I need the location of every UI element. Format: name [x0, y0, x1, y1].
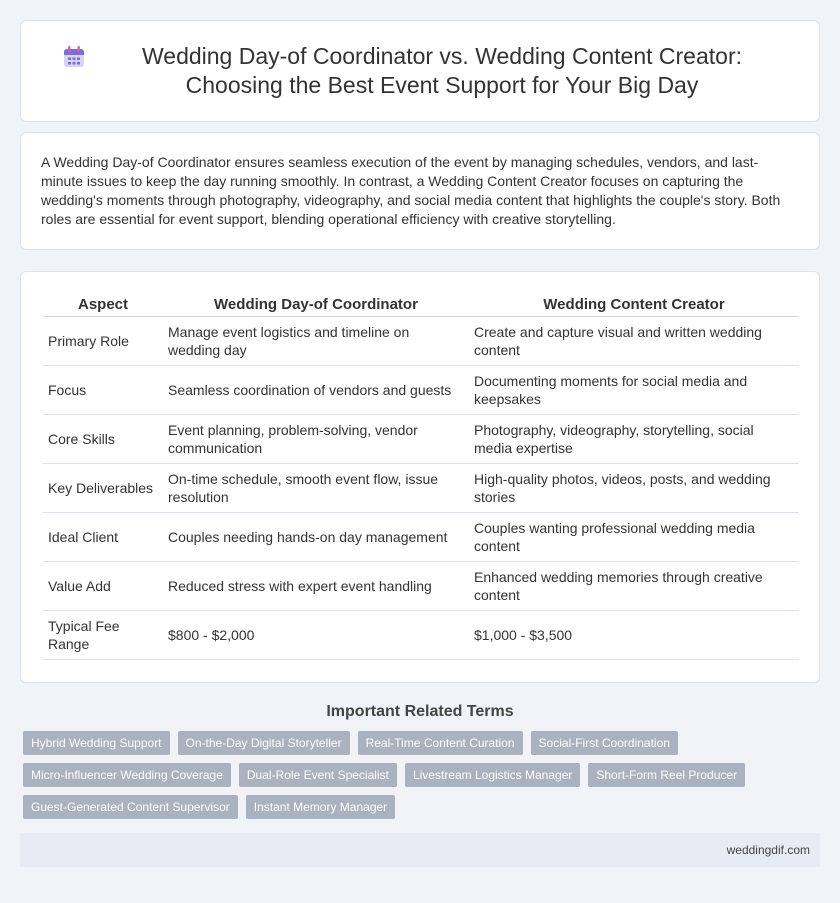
row-coordinator-cell: Event planning, problem-solving, vendor communication — [163, 415, 469, 464]
row-aspect: Value Add — [43, 562, 163, 611]
table-row — [43, 317, 799, 366]
related-term-tag[interactable]: Instant Memory Manager — [246, 795, 395, 819]
related-term-tag[interactable]: Livestream Logistics Manager — [405, 763, 580, 787]
row-coordinator-cell: Seamless coordination of vendors and guests — [163, 366, 469, 415]
title-card — [20, 20, 820, 122]
row-creator-cell: Couples wanting professional wedding media content — [469, 513, 799, 562]
row-aspect: Ideal Client — [43, 513, 163, 562]
row-creator-cell: Enhanced wedding memories through creative content — [469, 562, 799, 611]
calendar-icon — [61, 44, 87, 70]
related-term-tag[interactable]: Social-First Coordination — [531, 731, 678, 755]
table-row — [43, 611, 799, 660]
related-term-tag[interactable]: On-the-Day Digital Storyteller — [178, 731, 350, 755]
row-coordinator-cell: Manage event logistics and timeline on wedding day — [163, 317, 469, 366]
row-creator-cell: Photography, videography, storytelling, social media expertise — [469, 415, 799, 464]
intro-text: A Wedding Day-of Coordinator ensures seamless execution of the event by managing schedules, vendors, and last-minute issues to keep the day running smoothly. In contrast, a Wedding Content Creator focuses on capturing the wedding's moments through photography, videography, and social media content that highlights the couple's story. Both roles are essential for event support, blending operational efficiency with creative storytelling. — [41, 154, 781, 227]
table-row — [43, 562, 799, 611]
table-row — [43, 415, 799, 464]
related-term-tag[interactable]: Dual-Role Event Specialist — [239, 763, 397, 787]
related-term-tag[interactable]: Guest-Generated Content Supervisor — [23, 795, 238, 819]
related-terms-section — [0, 703, 840, 827]
row-creator-cell: Create and capture visual and written wedding content — [469, 317, 799, 366]
row-aspect: Primary Role — [43, 317, 163, 366]
related-term-tag[interactable]: Micro-Influencer Wedding Coverage — [23, 763, 231, 787]
row-creator-cell: $1,000 - $3,500 — [469, 611, 799, 660]
footer-site-link[interactable]: weddingdif.com — [726, 843, 810, 857]
column-header-coordinator: Wedding Day-of Coordinator — [163, 296, 469, 317]
row-aspect: Focus — [43, 366, 163, 415]
table-row — [43, 513, 799, 562]
comparison-table — [43, 296, 799, 660]
title-wrap — [61, 42, 779, 100]
row-aspect: Typical Fee Range — [43, 611, 163, 660]
column-header-aspect: Aspect — [43, 296, 163, 317]
related-terms-tags — [0, 731, 840, 827]
table-row — [43, 464, 799, 513]
column-header-creator: Wedding Content Creator — [469, 296, 799, 317]
intro-card — [20, 132, 820, 250]
related-terms-title: Important Related Terms — [326, 703, 514, 720]
row-creator-cell: High-quality photos, videos, posts, and wedding stories — [469, 464, 799, 513]
related-term-tag[interactable]: Hybrid Wedding Support — [23, 731, 170, 755]
row-coordinator-cell: Couples needing hands-on day management — [163, 513, 469, 562]
comparison-table-card — [20, 271, 820, 683]
row-aspect: Key Deliverables — [43, 464, 163, 513]
page-title: Wedding Day-of Coordinator vs. Wedding Content Creator: Choosing the Best Event Support for Your Big Day — [141, 43, 742, 98]
table-header-row — [43, 296, 799, 317]
row-creator-cell: Documenting moments for social media and keepsakes — [469, 366, 799, 415]
row-coordinator-cell: On-time schedule, smooth event flow, issue resolution — [163, 464, 469, 513]
related-term-tag[interactable]: Short-Form Reel Producer — [588, 763, 745, 787]
row-coordinator-cell: Reduced stress with expert event handling — [163, 562, 469, 611]
row-aspect: Core Skills — [43, 415, 163, 464]
table-row — [43, 366, 799, 415]
related-term-tag[interactable]: Real-Time Content Curation — [358, 731, 523, 755]
row-coordinator-cell: $800 - $2,000 — [163, 611, 469, 660]
footer — [20, 833, 820, 867]
